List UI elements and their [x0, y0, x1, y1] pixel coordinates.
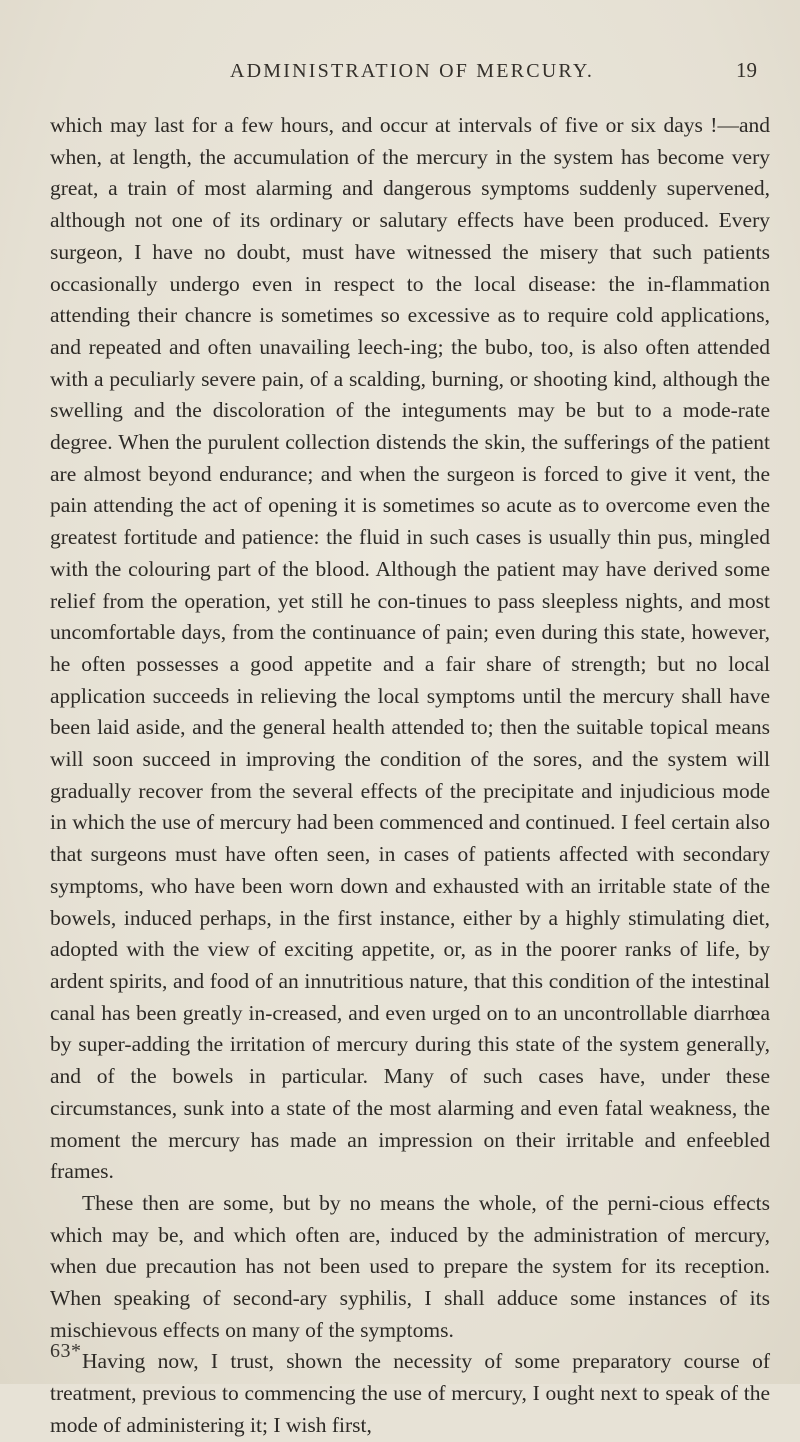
- paragraph-continued: which may last for a few hours, and occur at intervals of five or six days !—and when, at length, the accumulation of the mercury in the system has become very great, a train of most alarming and dangerous symptoms suddenly supervened, although not one of its ordinary or salutary effects have been produced. Every surgeon, I have no doubt, must have witnessed the misery that such patients occasionally undergo even in respect to the local disease: the in-flammation attending their chancre is sometimes so excessive as to require cold applications, and repeated and often unavailing leech-ing; the bubo, too, is also often attended with a peculiarly severe pain, of a scalding, burning, or shooting kind, although the swelling and the discoloration of the integuments may be but to a mode-rate degree. When the purulent collection distends the skin, the sufferings of the patient are almost beyond endurance; and when the surgeon is forced to give it vent, the pain attending the act of opening it is sometimes so acute as to overcome even the greatest fortitude and patience: the fluid in such cases is usually thin pus, mingled with the colouring part of the blood. Although the patient may have derived some relief from the operation, yet still he con-tinues to pass sleepless nights, and most uncomfortable days, from the continuance of pain; even during this state, however, he often possesses a good appetite and a fair share of strength; but no local application succeeds in relieving the local symptoms until the mercury shall have been laid aside, and the general health attended to; then the suitable topical means will soon succeed in improving the condition of the sores, and the system will gradually recover from the several effects of the precipitate and injudicious mode in which the use of mercury had been commenced and continued. I feel certain also that surgeons must have often seen, in cases of patients affected with secondary symptoms, who have been worn down and exhausted with an irritable state of the bowels, induced perhaps, in the first instance, either by a highly stimulating diet, adopted with the view of exciting appetite, or, as in the poorer ranks of life, by ardent spirits, and food of an innutritious nature, that this condition of the intestinal canal has been greatly in-creased, and even urged on to an uncontrollable diarrhœa by super-adding the irritation of mercury during this state of the system generally, and of the bowels in particular. Many of such cases have, under these circumstances, sunk into a state of the most alarming and even fatal weakness, the moment the mercury has made an impression on their irritable and enfeebled frames.: [50, 113, 770, 1184]
- paragraph: Having now, I trust, shown the necessity of some preparatory course of treatment, previous to commencing the use of mercury, I ought next to speak of the mode of administering it; I wish first,: [50, 1349, 770, 1437]
- page-number: 19: [736, 58, 757, 82]
- running-head: [0, 60, 800, 90]
- running-title: ADMINISTRATION OF MERCURY.: [230, 60, 595, 82]
- signature-mark: 63*: [50, 1340, 82, 1362]
- body-text: [50, 110, 770, 1442]
- paragraph: These then are some, but by no means the whole, of the perni-cious effects which may be, and which often are, induced by the administration of mercury, when due precaution has not been used to prepare the system for its reception. When speaking of second-ary syphilis, I shall adduce some instances of its mischievous effects on many of the symptoms.: [50, 1190, 770, 1342]
